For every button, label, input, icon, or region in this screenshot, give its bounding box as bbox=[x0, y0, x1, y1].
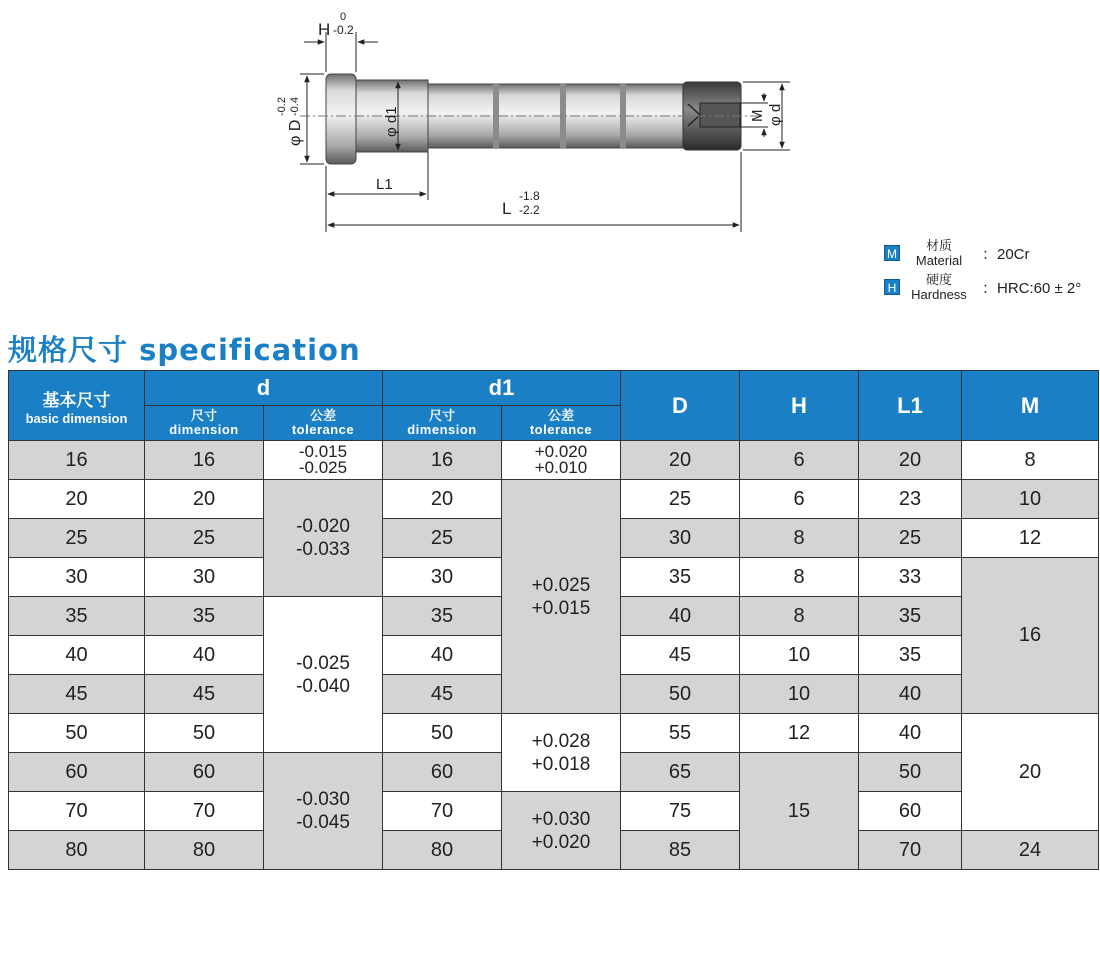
cell-H: 6 bbox=[740, 480, 859, 519]
cell-H: 8 bbox=[740, 519, 859, 558]
d-tol-upper: -0.030 bbox=[296, 789, 350, 810]
d1-tol-upper: +0.028 bbox=[531, 730, 591, 752]
label-d1: φ d1 bbox=[383, 106, 400, 137]
cell-M: 12 bbox=[962, 519, 1099, 558]
material-info bbox=[884, 236, 1081, 304]
d-tol-lower: -0.033 bbox=[296, 539, 350, 560]
header-H: H bbox=[740, 371, 859, 441]
cell-basic: 25 bbox=[9, 519, 145, 558]
header-d-dimension bbox=[145, 406, 264, 441]
d-tol-lower: -0.045 bbox=[296, 812, 350, 833]
cell-M: 16 bbox=[962, 558, 1099, 714]
dimension-m-d bbox=[740, 82, 790, 150]
cell-d-tolerance bbox=[264, 480, 383, 597]
label-d-head-lower: -0.4 bbox=[289, 97, 301, 116]
header-basic-cn: 基本尺寸 bbox=[42, 390, 111, 410]
cell-d1-dimension: 30 bbox=[383, 558, 502, 597]
cell-d-dimension: 16 bbox=[145, 441, 264, 480]
hardness-badge: H bbox=[884, 279, 900, 295]
cell-d-dimension: 20 bbox=[145, 480, 264, 519]
header-d1-tolerance bbox=[502, 406, 621, 441]
cell-H: 8 bbox=[740, 558, 859, 597]
cell-L1: 60 bbox=[859, 792, 962, 831]
cell-basic: 16 bbox=[9, 441, 145, 480]
spec-table bbox=[8, 370, 1099, 870]
header-d-tolerance-cn: 公差 bbox=[309, 408, 336, 423]
header-d1-dimension-en: dimension bbox=[407, 422, 477, 437]
label-d-head-upper: -0.2 bbox=[276, 97, 288, 116]
cell-d1-dimension: 35 bbox=[383, 597, 502, 636]
cell-d1-tolerance bbox=[502, 480, 621, 714]
cell-d-tolerance bbox=[264, 597, 383, 753]
cell-D: 30 bbox=[621, 519, 740, 558]
d-tol-upper: -0.025 bbox=[296, 652, 350, 674]
cell-L1: 23 bbox=[859, 480, 962, 519]
cell-M: 20 bbox=[962, 714, 1099, 831]
cell-L1: 70 bbox=[859, 831, 962, 870]
cell-L1: 25 bbox=[859, 519, 962, 558]
material-row bbox=[884, 236, 1081, 270]
header-basic-en: basic dimension bbox=[25, 410, 128, 426]
d-tol-upper: -0.020 bbox=[296, 516, 350, 537]
cell-d-dimension: 40 bbox=[145, 636, 264, 675]
cell-H: 10 bbox=[740, 636, 859, 675]
cell-L1: 20 bbox=[859, 441, 962, 480]
hardness-row bbox=[884, 270, 1081, 304]
header-D: D bbox=[621, 371, 740, 441]
label-l: L bbox=[502, 199, 512, 218]
header-d: d bbox=[145, 371, 383, 406]
d1-tol-lower: +0.010 bbox=[534, 458, 588, 477]
d-tol-lower: -0.040 bbox=[296, 675, 350, 697]
d1-tol-lower: +0.020 bbox=[531, 831, 591, 853]
dimension-d-head bbox=[276, 74, 324, 164]
cell-d-dimension: 25 bbox=[145, 519, 264, 558]
cell-D: 85 bbox=[621, 831, 740, 870]
cell-d-dimension: 35 bbox=[145, 597, 264, 636]
hardness-label bbox=[904, 272, 974, 302]
d1-tol-lower: +0.015 bbox=[531, 597, 591, 619]
header-d1-tolerance-cn: 公差 bbox=[547, 408, 574, 423]
header-d-dimension-cn: 尺寸 bbox=[190, 408, 217, 423]
material-label-cn: 材质 bbox=[925, 238, 952, 253]
section-title: 规格尺寸 specification bbox=[8, 333, 361, 367]
cell-basic: 20 bbox=[9, 480, 145, 519]
cell-L1: 33 bbox=[859, 558, 962, 597]
table-row bbox=[9, 792, 1099, 831]
cell-d1-tolerance bbox=[502, 792, 621, 870]
hardness-value: ：HRC:60 ± 2° bbox=[982, 279, 1082, 297]
cell-L1: 40 bbox=[859, 675, 962, 714]
label-m: M bbox=[749, 109, 766, 122]
label-l-lower: -2.2 bbox=[519, 203, 540, 217]
cell-D: 50 bbox=[621, 675, 740, 714]
cell-basic: 50 bbox=[9, 714, 145, 753]
cell-d-dimension: 70 bbox=[145, 792, 264, 831]
cell-L1: 50 bbox=[859, 753, 962, 792]
header-d-tolerance bbox=[264, 406, 383, 441]
dimension-h bbox=[304, 11, 378, 72]
cell-basic: 30 bbox=[9, 558, 145, 597]
cell-d-dimension: 50 bbox=[145, 714, 264, 753]
pin-body bbox=[300, 74, 760, 164]
cell-L1: 35 bbox=[859, 597, 962, 636]
cell-d1-tolerance bbox=[502, 441, 621, 480]
header-d-tolerance-en: tolerance bbox=[291, 422, 355, 437]
cell-d-dimension: 60 bbox=[145, 753, 264, 792]
cell-d1-dimension: 25 bbox=[383, 519, 502, 558]
table-row bbox=[9, 714, 1099, 753]
hardness-label-cn: 硬度 bbox=[925, 272, 952, 287]
label-h-upper: 0 bbox=[340, 11, 347, 23]
cell-basic: 45 bbox=[9, 675, 145, 714]
cell-D: 40 bbox=[621, 597, 740, 636]
d1-tol-upper: +0.030 bbox=[531, 808, 591, 830]
cell-M: 24 bbox=[962, 831, 1099, 870]
label-l-upper: -1.8 bbox=[519, 189, 540, 203]
cell-H: 15 bbox=[740, 753, 859, 870]
cell-D: 20 bbox=[621, 441, 740, 480]
header-d1-dimension bbox=[383, 406, 502, 441]
material-badge: M bbox=[884, 245, 900, 261]
cell-basic: 35 bbox=[9, 597, 145, 636]
cell-H: 12 bbox=[740, 714, 859, 753]
cell-D: 35 bbox=[621, 558, 740, 597]
label-h-lower: -0.2 bbox=[333, 23, 354, 37]
cell-d1-dimension: 60 bbox=[383, 753, 502, 792]
label-d-head: φ D bbox=[287, 119, 304, 146]
header-L1: L1 bbox=[859, 371, 962, 441]
cell-d1-dimension: 16 bbox=[383, 441, 502, 480]
cell-d1-dimension: 20 bbox=[383, 480, 502, 519]
header-d-dimension-en: dimension bbox=[169, 422, 239, 437]
material-label-en: Material bbox=[915, 253, 963, 268]
cell-d-dimension: 45 bbox=[145, 675, 264, 714]
cell-d1-dimension: 40 bbox=[383, 636, 502, 675]
label-d: φ d bbox=[767, 103, 784, 126]
header-d1: d1 bbox=[383, 371, 621, 406]
cell-d1-dimension: 50 bbox=[383, 714, 502, 753]
material-value: ：20Cr bbox=[982, 245, 1030, 263]
header-d1-tolerance-en: tolerance bbox=[529, 422, 593, 437]
d-tol-upper: -0.015 bbox=[298, 442, 348, 461]
cell-D: 55 bbox=[621, 714, 740, 753]
label-l1: L1 bbox=[376, 176, 393, 193]
cell-L1: 35 bbox=[859, 636, 962, 675]
cell-d1-dimension: 45 bbox=[383, 675, 502, 714]
cell-basic: 80 bbox=[9, 831, 145, 870]
header-M: M bbox=[962, 371, 1099, 441]
label-h: H bbox=[318, 20, 331, 39]
d-tol-lower: -0.025 bbox=[298, 458, 348, 477]
cell-d1-dimension: 70 bbox=[383, 792, 502, 831]
cell-H: 10 bbox=[740, 675, 859, 714]
cell-D: 65 bbox=[621, 753, 740, 792]
d1-tol-upper: +0.020 bbox=[534, 442, 588, 461]
cell-L1: 40 bbox=[859, 714, 962, 753]
table-row bbox=[9, 480, 1099, 519]
cell-basic: 60 bbox=[9, 753, 145, 792]
header-basic bbox=[9, 371, 145, 441]
cell-d1-dimension: 80 bbox=[383, 831, 502, 870]
cell-D: 25 bbox=[621, 480, 740, 519]
cell-D: 75 bbox=[621, 792, 740, 831]
cell-d-dimension: 30 bbox=[145, 558, 264, 597]
cell-D: 45 bbox=[621, 636, 740, 675]
d1-tol-lower: +0.018 bbox=[531, 753, 591, 775]
cell-basic: 70 bbox=[9, 792, 145, 831]
cell-H: 6 bbox=[740, 441, 859, 480]
hardness-label-en: Hardness bbox=[911, 287, 967, 302]
cell-H: 8 bbox=[740, 597, 859, 636]
cell-d-tolerance bbox=[264, 753, 383, 870]
table-row bbox=[9, 441, 1099, 480]
cell-M: 8 bbox=[962, 441, 1099, 480]
material-label bbox=[904, 238, 974, 268]
cell-d1-tolerance bbox=[502, 714, 621, 792]
header-d1-dimension-cn: 尺寸 bbox=[428, 408, 455, 423]
cell-d-tolerance bbox=[264, 441, 383, 480]
d1-tol-upper: +0.025 bbox=[531, 574, 591, 596]
cell-d-dimension: 80 bbox=[145, 831, 264, 870]
cell-basic: 40 bbox=[9, 636, 145, 675]
cell-M: 10 bbox=[962, 480, 1099, 519]
